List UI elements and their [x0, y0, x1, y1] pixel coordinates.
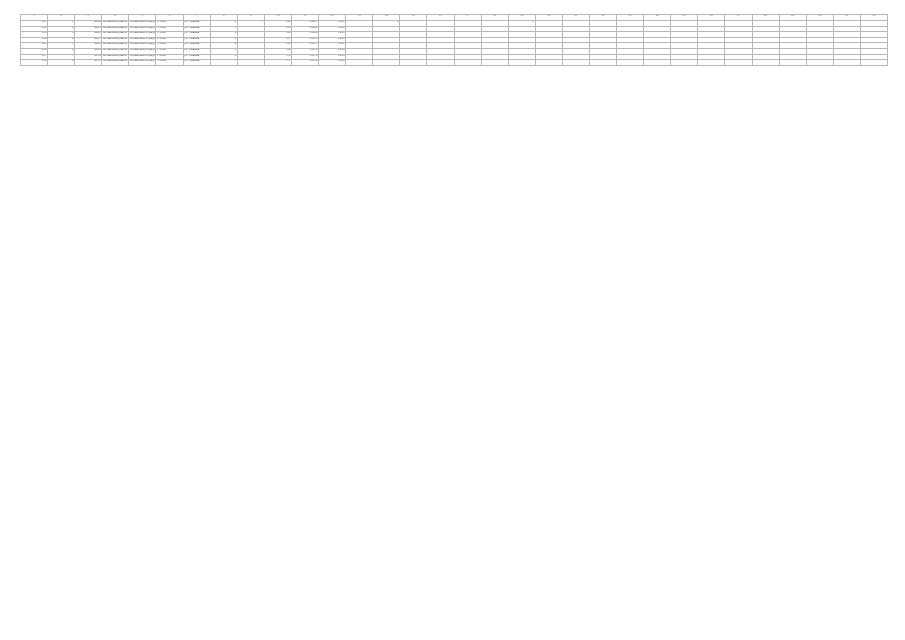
table-cell: ул. Ленина: [183, 37, 210, 43]
table-cell: Алтайский порядок: [129, 43, 156, 49]
column-header: 10: [264, 15, 291, 21]
table-cell: 6: [48, 48, 75, 54]
table-cell: 770: [264, 54, 291, 60]
column-header: 25: [671, 15, 698, 21]
table-cell: 13270: [291, 37, 318, 43]
table-cell: 2: [48, 26, 75, 32]
table-cell: [373, 60, 400, 66]
column-header: 2: [48, 15, 75, 21]
column-header: 5: [129, 15, 156, 21]
table-cell: Алтайский район: [102, 21, 129, 27]
column-header: 30: [806, 15, 833, 21]
table-cell: [400, 60, 427, 66]
table-cell: б: [373, 21, 400, 27]
data-table: [20, 14, 888, 66]
table-cell: 4264: [75, 21, 102, 27]
column-header: 14: [373, 15, 400, 21]
table-row: [21, 60, 888, 66]
table-cell: 161: [21, 21, 48, 27]
table-cell: 2: [210, 32, 237, 38]
table-cell: 4266: [75, 32, 102, 38]
table-cell: 5: [48, 43, 75, 49]
table-cell: 13273: [291, 54, 318, 60]
table-cell: 769: [264, 48, 291, 54]
table-cell: [617, 60, 644, 66]
table-cell: 1 0000: [156, 26, 183, 32]
table-cell: Алтайский порядок: [129, 26, 156, 32]
table-cell: [860, 60, 887, 66]
column-header: 11: [291, 15, 318, 21]
table-cell: 13268: [291, 26, 318, 32]
table-cell: 1000: [319, 26, 346, 32]
table-cell: 1000: [319, 32, 346, 38]
table-cell: [752, 60, 779, 66]
table-cell: [237, 60, 264, 66]
column-header: 8: [210, 15, 237, 21]
table-cell: ул. Ленина: [183, 54, 210, 60]
table-cell: 1 0000: [156, 21, 183, 27]
table-cell: 13067: [291, 21, 318, 27]
table-cell: ул. Ленина: [183, 43, 210, 49]
column-header: 6: [156, 15, 183, 21]
table-cell: 163: [21, 32, 48, 38]
table-cell: 1: [237, 21, 264, 27]
table-cell: ул. Ленина: [183, 48, 210, 54]
column-header: 31: [833, 15, 860, 21]
column-header: 32: [860, 15, 887, 21]
column-header: 23: [617, 15, 644, 21]
table-cell: 4270: [75, 54, 102, 60]
table-cell: Алтайский район: [102, 37, 129, 43]
table-cell: 3: [48, 32, 75, 38]
table-cell: 4: [48, 37, 75, 43]
table-body: [21, 21, 888, 66]
table-cell: 1000: [319, 48, 346, 54]
table-cell: 164: [21, 37, 48, 43]
table-cell: 1000: [319, 43, 346, 49]
table-cell: 1 0000: [156, 37, 183, 43]
table-cell: Алтайский район: [102, 54, 129, 60]
table-cell: 7: [210, 60, 237, 66]
table-cell: [562, 60, 589, 66]
table-cell: 1000: [319, 60, 346, 66]
table-cell: 1 0000: [156, 54, 183, 60]
table-cell: [671, 60, 698, 66]
table-cell: 6: [210, 54, 237, 60]
table-cell: 771: [264, 60, 291, 66]
column-header: 17: [454, 15, 481, 21]
table-cell: Алтайский район: [102, 32, 129, 38]
table-cell: [833, 60, 860, 66]
table-cell: 4: [210, 43, 237, 49]
table-cell: 13271: [291, 43, 318, 49]
column-header: 29: [779, 15, 806, 21]
column-header: 15: [400, 15, 427, 21]
column-header: 13: [346, 15, 373, 21]
table-cell: 166: [21, 48, 48, 54]
table-cell: 4267: [75, 37, 102, 43]
table-cell: Алтайский район: [102, 60, 129, 66]
table-cell: 765: [264, 26, 291, 32]
column-header: 24: [644, 15, 671, 21]
column-header: 27: [725, 15, 752, 21]
table-cell: 1 0000: [156, 48, 183, 54]
table-cell: 1: [48, 21, 75, 27]
table-cell: ул. Ленина: [183, 26, 210, 32]
column-header: 16: [427, 15, 454, 21]
table-cell: 5: [210, 48, 237, 54]
table-cell: [644, 60, 671, 66]
table-cell: [481, 60, 508, 66]
table-cell: [725, 60, 752, 66]
table-cell: Алтайский район: [102, 43, 129, 49]
table-cell: 766: [264, 32, 291, 38]
column-header: 1: [21, 15, 48, 21]
table-cell: 13274: [291, 60, 318, 66]
table-cell: [508, 60, 535, 66]
column-header: 20: [535, 15, 562, 21]
table-cell: 768: [264, 43, 291, 49]
table-cell: [806, 60, 833, 66]
table-cell: [454, 60, 481, 66]
column-header: 21: [562, 15, 589, 21]
column-header: 18: [481, 15, 508, 21]
column-header: 3: [75, 15, 102, 21]
table-cell: [427, 60, 454, 66]
table-cell: 1: [210, 26, 237, 32]
table-cell: 4265: [75, 26, 102, 32]
table-cell: 162: [21, 26, 48, 32]
table-cell: 4268: [75, 43, 102, 49]
table-cell: [535, 60, 562, 66]
table-cell: ул. Ленина: [183, 32, 210, 38]
column-header: 7: [183, 15, 210, 21]
table-cell: 13269: [291, 32, 318, 38]
table-cell: 1 0000: [156, 43, 183, 49]
column-header: 19: [508, 15, 535, 21]
table-cell: Алтайский район: [102, 26, 129, 32]
table-cell: Алтайский порядок: [129, 21, 156, 27]
table-cell: 1000: [319, 37, 346, 43]
column-header: 12: [319, 15, 346, 21]
table-cell: 3: [210, 37, 237, 43]
table-cell: Г: [508, 21, 535, 27]
table-cell: 1 0000: [156, 32, 183, 38]
table-cell: [698, 60, 725, 66]
table-cell: 1000: [319, 21, 346, 27]
table-cell: Алтайский порядок: [129, 32, 156, 38]
table-cell: Алтайский порядок: [129, 37, 156, 43]
table-cell: ул. Ленина: [183, 60, 210, 66]
table-cell: 8: [48, 60, 75, 66]
table-cell: 1: [210, 21, 237, 27]
table-cell: Алтайский порядок: [129, 54, 156, 60]
table-cell: 1000: [319, 54, 346, 60]
table-cell: Алтайский порядок: [129, 48, 156, 54]
column-header: 9: [237, 15, 264, 21]
table-cell: 165: [21, 43, 48, 49]
table-cell: 167: [21, 54, 48, 60]
table-cell: [779, 60, 806, 66]
table-cell: 764: [264, 21, 291, 27]
column-header: 28: [752, 15, 779, 21]
table-cell: [346, 60, 373, 66]
table-cell: 168: [21, 60, 48, 66]
column-header: 4: [102, 15, 129, 21]
table-cell: Алтайский район: [102, 48, 129, 54]
table-cell: 7: [48, 54, 75, 60]
table-cell: 13272: [291, 48, 318, 54]
table-cell: ул. Ленина: [183, 21, 210, 27]
column-header: 26: [698, 15, 725, 21]
table-cell: 1 0000: [156, 60, 183, 66]
table-cell: [589, 60, 616, 66]
table-cell: 4269: [75, 48, 102, 54]
table-cell: Алтайский порядок: [129, 60, 156, 66]
table-cell: 767: [264, 37, 291, 43]
column-header: 22: [589, 15, 616, 21]
table-cell: 4271: [75, 60, 102, 66]
